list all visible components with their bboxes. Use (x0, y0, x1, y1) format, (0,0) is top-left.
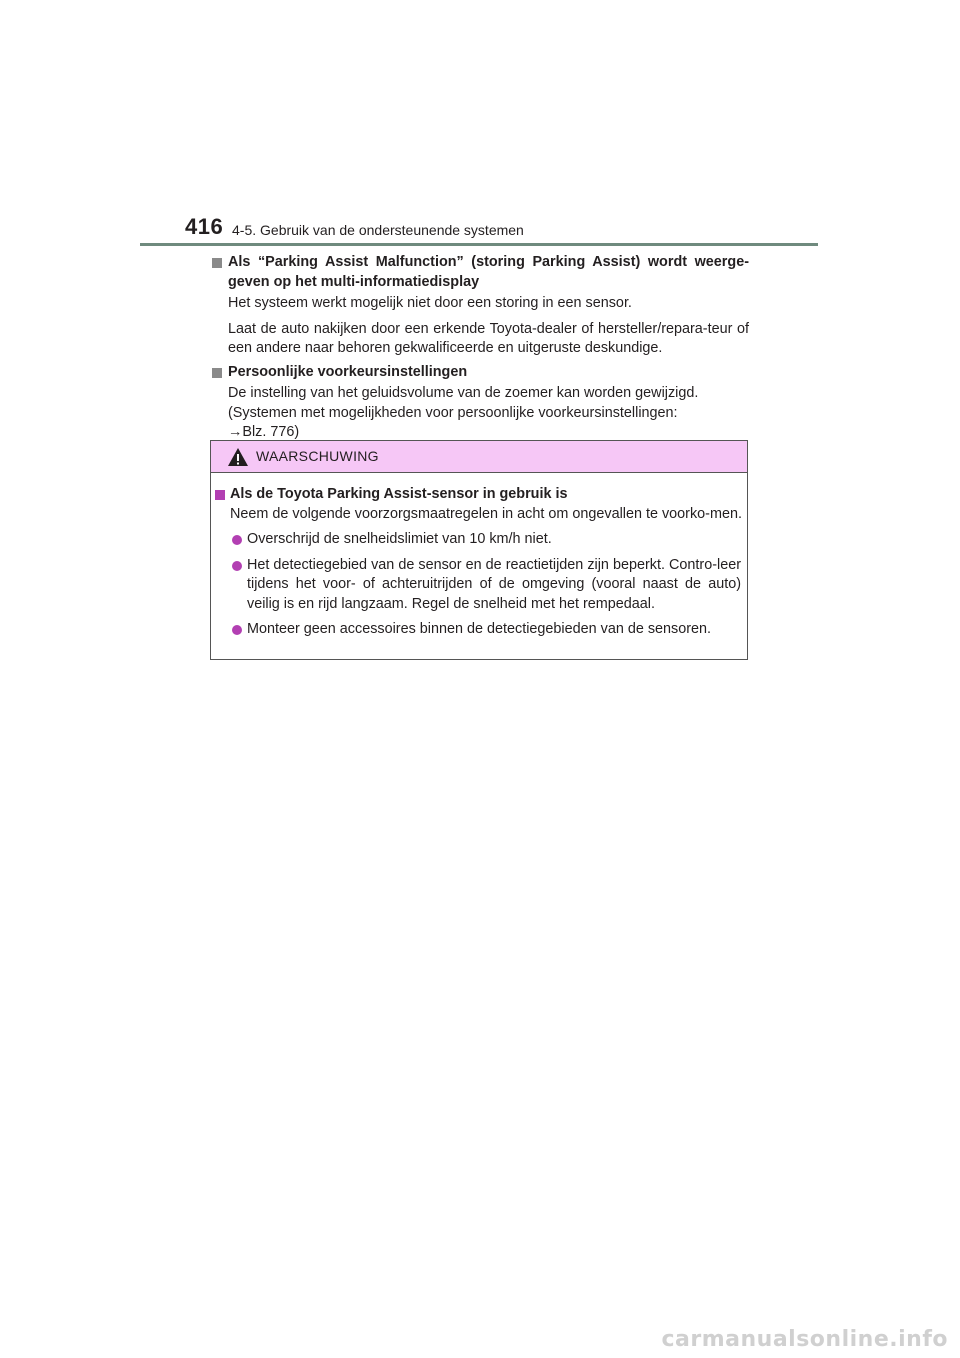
section-heading-malfunction (211, 253, 749, 292)
square-bullet-icon (212, 368, 222, 378)
list-item (215, 530, 743, 550)
paragraph: Het systeem werkt mogelijk niet door een storing in een sensor. (228, 295, 632, 311)
page-reference-link[interactable]: →Blz. 776) (228, 424, 300, 440)
warning-header (211, 441, 747, 473)
warning-box (210, 440, 748, 660)
warning-title: WAARSCHUWING (256, 448, 379, 464)
square-bullet-icon (215, 490, 225, 500)
list-item-text: Het detectiegebied van de sensor en de reactietijden zijn beperkt. Contro-leer tijdens het voor- of achteruitrijden of de omgeving (vooral naast de auto) veilig is en rijd langzaam. Regel de snelheid met het rempedaal. (247, 556, 741, 612)
list-item-text: Overschrijd de snelheidslimiet van 10 km/h niet. (247, 531, 552, 547)
warning-intro: Neem de volgende voorzorgsmaatregelen in acht om ongevallen te voorko-men. (230, 505, 742, 522)
running-head: 4-5. Gebruik van de ondersteunende systemen (232, 222, 524, 238)
warning-body (215, 485, 743, 640)
paragraph: Laat de auto nakijken door een erkende Toyota-dealer of hersteller/repara-teur of een andere naar behoren gekwalificeerde en uitgeruste deskundige. (228, 320, 749, 356)
main-content (211, 253, 749, 443)
round-bullet-icon (232, 625, 242, 635)
warning-heading-text: Als de Toyota Parking Assist-sensor in gebruik is (230, 486, 568, 502)
list-item-text: Monteer geen accessoires binnen de detectiegebieden van de sensoren. (247, 621, 712, 637)
list-item (215, 556, 743, 615)
page-number: 416 (185, 214, 224, 239)
square-bullet-icon (212, 258, 222, 268)
header-rule (140, 243, 818, 246)
round-bullet-icon (232, 535, 242, 545)
section-heading-preferences (211, 363, 749, 383)
round-bullet-icon (232, 561, 242, 571)
paragraph: De instelling van het geluidsvolume van de zoemer kan worden gewijzigd. (228, 385, 699, 401)
watermark: carmanualsonline.info (661, 1327, 948, 1352)
section-heading-text: Persoonlijke voorkeursinstellingen (228, 363, 468, 380)
list-item (215, 620, 743, 640)
section-heading-text: Als “Parking Assist Malfunction” (storing Parking Assist) wordt weerge-geven op het multi-informatiedisplay (228, 254, 749, 290)
warning-heading (215, 485, 743, 505)
warning-triangle-icon (227, 447, 249, 467)
paragraph: (Systemen met mogelijkheden voor persoonlijke voorkeursinstellingen: (228, 404, 678, 421)
